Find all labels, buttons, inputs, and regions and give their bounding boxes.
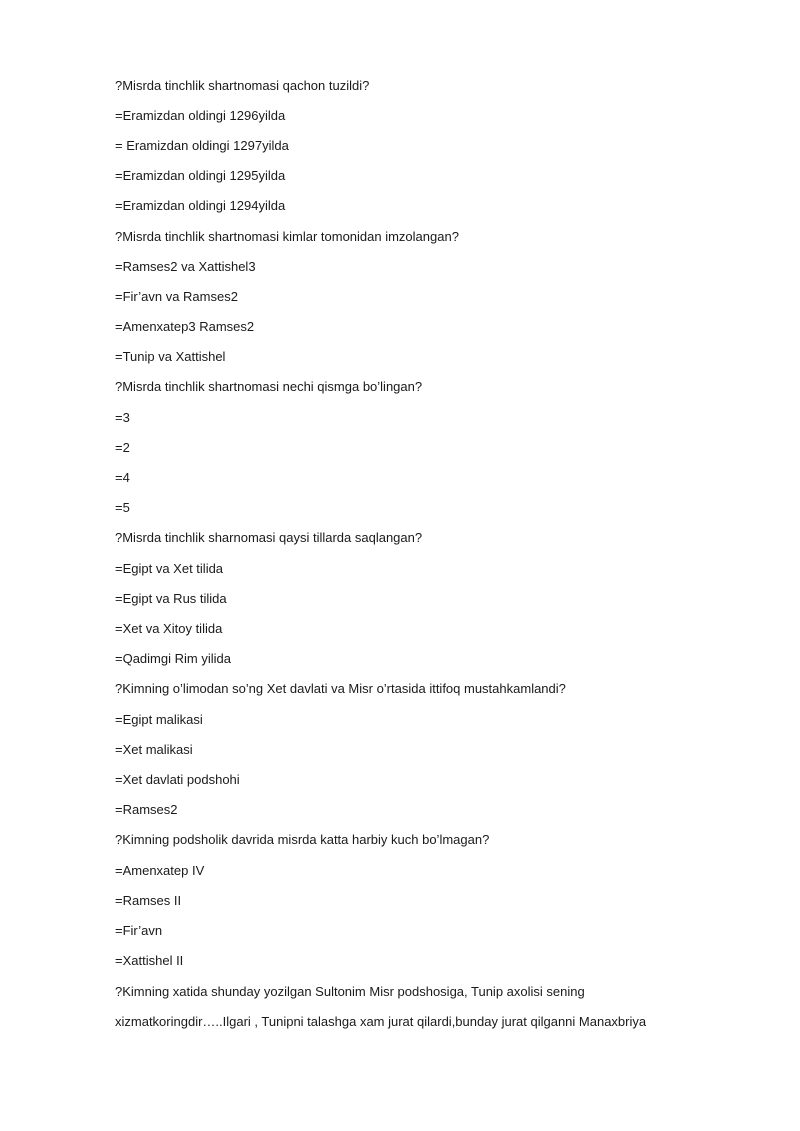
answer-option: =Eramizdan oldingi 1294yilda — [115, 198, 286, 213]
answer-option: =Amenxatep3 Ramses2 — [115, 319, 255, 334]
question-5: ?Kimning o’limodan so’ng Xet davlati va Misr o’rtasida ittifoq mustahkamlandi? — [115, 681, 566, 696]
answer-option: =Xet davlati podshohi — [115, 772, 240, 787]
question-3: ?Misrda tinchlik shartnomasi nechi qismga bo’lingan? — [115, 379, 423, 394]
question-2: ?Misrda tinchlik shartnomasi kimlar tomonidan imzolangan? — [115, 229, 459, 244]
answer-option: =4 — [115, 470, 130, 485]
question-1: ?Misrda tinchlik shartnomasi qachon tuzildi? — [115, 78, 370, 93]
answer-option: =Eramizdan oldingi 1295yilda — [115, 168, 286, 183]
answer-option: =Ramses2 va Xattishel3 — [115, 259, 256, 274]
answer-option: =Fir’avn va Ramses2 — [115, 289, 238, 304]
answer-option: =Egipt va Rus tilida — [115, 591, 227, 606]
answer-option: =Qadimgi Rim yilida — [115, 651, 231, 666]
answer-option: =Eramizdan oldingi 1296yilda — [115, 108, 286, 123]
answer-option: =Xattishel II — [115, 953, 184, 968]
answer-option: =Ramses II — [115, 893, 182, 908]
answer-option: =Tunip va Xattishel — [115, 349, 226, 364]
question-7-continuation: xizmatkoringdir…..Ilgari , Tunipni talashga xam jurat qilardi,bunday jurat qilganni Manaxbriya — [115, 1014, 647, 1029]
answer-option: =2 — [115, 440, 130, 455]
answer-option: =Xet malikasi — [115, 742, 193, 757]
answer-option: =Egipt malikasi — [115, 712, 203, 727]
answer-option: =5 — [115, 500, 130, 515]
answer-option: =3 — [115, 410, 130, 425]
answer-option: =Egipt va Xet tilida — [115, 561, 224, 576]
answer-option: = Eramizdan oldingi 1297yilda — [115, 138, 289, 153]
answer-option: =Amenxatep IV — [115, 863, 205, 878]
answer-option: =Fir’avn — [115, 923, 163, 938]
question-4: ?Misrda tinchlik sharnomasi qaysi tillarda saqlangan? — [115, 530, 423, 545]
answer-option: =Ramses2 — [115, 802, 178, 817]
answer-option: =Xet va Xitoy tilida — [115, 621, 223, 636]
question-6: ?Kimning podsholik davrida misrda katta harbiy kuch bo’lmagan? — [115, 832, 490, 847]
question-7: ?Kimning xatida shunday yozilgan Sultonim Misr podshosiga, Tunip axolisi sening — [115, 984, 585, 999]
